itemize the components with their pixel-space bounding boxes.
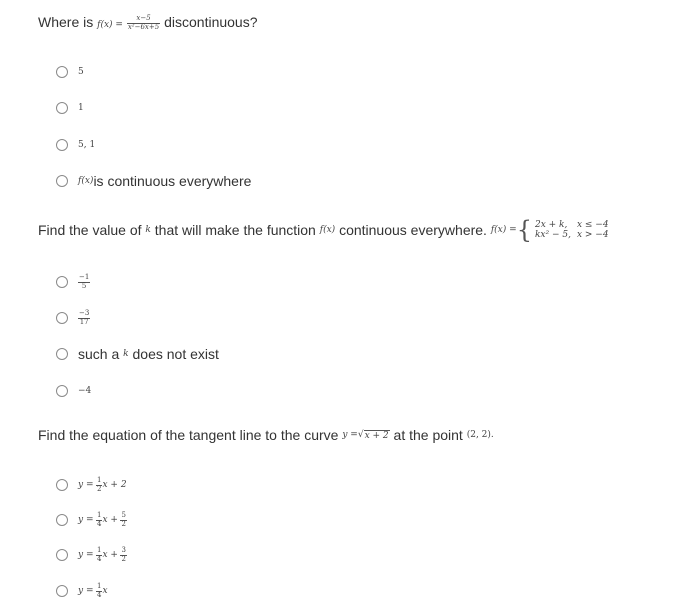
q1-option-3-label: 5, 1 [78,140,96,150]
q3-option-2-mid: x + [102,515,118,525]
q3-option-3-radio[interactable] [56,549,68,561]
q3-option-3[interactable] [56,546,127,564]
q3-middle-text: at the point [393,427,463,443]
q2-piece-2-expression: kx² − 5, [534,230,571,240]
q2-option-2[interactable] [56,309,90,327]
q3-option-4-numerator: 1 [97,582,102,591]
q1-option-1-radio[interactable] [56,66,68,78]
q2-option-1-label [78,274,90,290]
q1-option-4-text: is continuous everywhere [93,173,252,189]
q3-option-1-radio[interactable] [56,479,68,491]
q3-option-2-denominator-2: 2 [121,519,126,528]
q2-prefix-text: Find the value of [38,222,142,238]
q1-function-label: f(x) = [97,20,123,30]
q3-option-2[interactable] [56,511,127,529]
q2-option-4[interactable] [56,382,91,400]
q3-option-3-label [78,547,127,563]
q2-option-2-fraction [78,310,90,326]
q2-option-3[interactable] [56,345,219,363]
q1-option-2-radio[interactable] [56,102,68,114]
q1-option-3-radio[interactable] [56,139,68,151]
q3-option-3-mid: x + [102,550,118,560]
q3-option-4-lhs: y = [78,586,94,596]
q2-option-2-denominator: 17 [79,317,89,326]
question-3-prompt [38,427,494,443]
q2-option-1-radio[interactable] [56,276,68,288]
q3-option-3-lhs: y = [78,550,94,560]
q2-k-variable: k [145,225,151,235]
q3-option-1-lhs: y = [78,480,94,490]
q3-option-1[interactable] [56,476,127,494]
q3-option-2-lhs: y = [78,515,94,525]
q2-option-1-fraction [78,274,90,290]
q1-option-2-label: 1 [78,103,84,113]
q3-option-2-numerator-1: 1 [97,511,102,520]
q3-option-2-numerator-2: 5 [121,511,126,520]
q3-prefix-text: Find the equation of the tangent line to the curve [38,427,339,443]
q2-option-2-radio[interactable] [56,312,68,324]
q3-option-4-label [78,583,108,599]
question-2-prompt [38,216,612,244]
q3-option-4[interactable] [56,582,108,600]
q3-option-3-fraction-2 [120,547,126,563]
q2-option-3-post-text: does not exist [132,346,219,362]
q3-option-2-denominator-1: 4 [97,519,102,528]
q2-function-label: f(x) = [490,225,517,235]
q3-curve-label: y = [342,430,358,440]
q2-option-3-radio[interactable] [56,348,68,360]
q1-fraction-numerator: x−5 [127,15,160,23]
q1-option-4-math: f(x) [78,176,94,186]
q3-option-3-numerator-1: 1 [97,546,102,555]
q3-option-1-denominator: 2 [97,484,102,493]
q2-option-4-label: −4 [78,386,92,396]
q3-option-1-numerator: 1 [97,476,102,485]
q1-option-3[interactable] [56,136,95,154]
q3-option-4-radio[interactable] [56,585,68,597]
q1-option-1-label: 5 [78,67,84,77]
q1-option-2[interactable] [56,99,84,117]
q1-option-4-radio[interactable] [56,175,68,187]
q1-option-4-label [78,173,251,189]
q3-point: (2, 2). [466,430,494,440]
q3-option-3-denominator-1: 4 [97,554,102,563]
q2-option-2-numerator: −3 [79,309,90,318]
q3-option-3-numerator-2: 3 [121,546,126,555]
q3-sqrt-symbol: √ [357,430,364,440]
q2-piecewise-brace: { [516,216,532,244]
q1-function-fraction [127,15,160,31]
q2-option-3-pre-text: such a [78,346,120,362]
q2-option-3-label [78,346,219,362]
q2-option-1-numerator: −1 [79,273,90,282]
q3-option-2-radio[interactable] [56,514,68,526]
q3-option-4-denominator: 4 [97,590,102,599]
q3-radicand: x + 2 [364,430,389,441]
q3-option-1-label [78,477,127,493]
q1-fraction-denominator: x²−6x+5 [127,22,160,31]
q1-option-4[interactable] [56,172,251,190]
q2-middle-text: that will make the function [154,222,316,238]
question-1-prompt [38,14,258,31]
q2-option-2-label [78,310,90,326]
q2-piece-1-condition: x ≤ −4 [576,219,609,230]
q2-option-4-radio[interactable] [56,385,68,397]
q2-fx-label: f(x) [319,225,336,235]
q1-option-1[interactable] [56,63,84,81]
q2-option-1-denominator: 5 [81,281,87,290]
q2-piecewise-function [532,220,612,241]
q2-option-3-k: k [123,349,129,359]
q2-suffix-text: continuous everywhere. [339,222,487,238]
q3-option-2-label [78,512,127,528]
q1-prefix-text: Where is [38,14,94,30]
q3-option-2-fraction-2 [120,512,126,528]
q1-suffix-text: discontinuous? [164,14,258,30]
q2-piece-2-condition: x > −4 [576,230,609,240]
q3-option-3-denominator-2: 2 [121,554,126,563]
q2-piece-1-expression: 2x + k, [534,219,568,230]
q3-option-4-rhs: x [102,586,108,596]
q2-option-1[interactable] [56,273,90,291]
q3-option-1-rhs: x + 2 [102,480,127,490]
